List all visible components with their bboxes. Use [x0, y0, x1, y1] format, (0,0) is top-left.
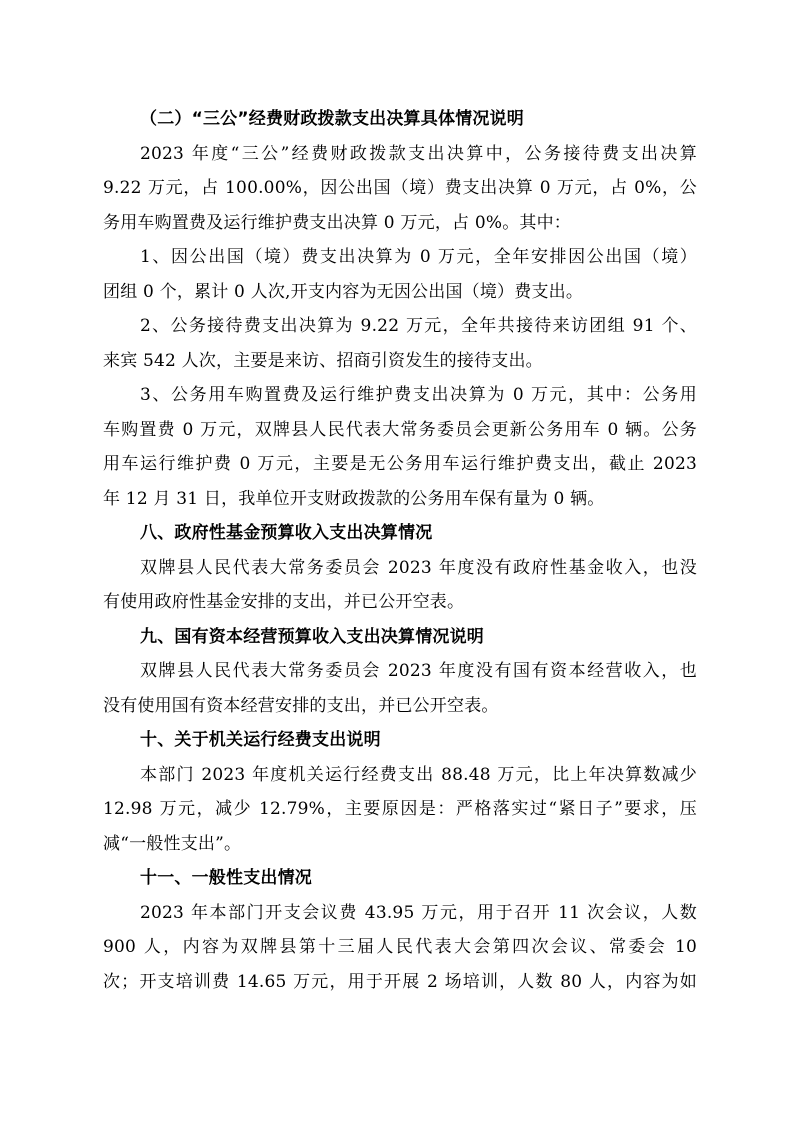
section-heading-11: 十一、一般性支出情况 — [140, 868, 312, 888]
paragraph-line: 务用车购置费及运行维护费支出决算 0 万元，占 0%。其中： — [103, 212, 571, 233]
paragraph-line: 双牌县人民代表大常务委员会 2023 年度没有国有资本经营收入，也 — [140, 661, 697, 681]
paragraph-line: 1、因公出国（境）费支出决算为 0 万元，全年安排因公出国（境） — [140, 247, 697, 267]
section-heading-9: 九、国有资本经营预算收入支出决算情况说明 — [140, 626, 484, 647]
paragraph-line: 900 人，内容为双牌县第十三届人民代表大会第四次会议、常委会 10 — [103, 937, 697, 957]
paragraph-line: 车购置费 0 万元，双牌县人民代表大常务委员会更新公务用车 0 辆。公务 — [103, 419, 697, 440]
paragraph-line: 9.22 万元，占 100.00%，因公出国（境）费支出决算 0 万元，占 0%，公 — [103, 178, 697, 198]
paragraph-line: 12.98 万元，减少 12.79%，主要原因是：严格落实过“紧日子”要求，压 — [103, 799, 697, 819]
paragraph-line: 2023 年度“三公”经费财政拨款支出决算中，公务接待费支出决算 — [140, 143, 697, 164]
section-heading-sangong: （二）“三公”经费财政拨款支出决算具体情况说明 — [140, 109, 524, 129]
paragraph-line: 来宾 542 人次，主要是来访、招商引资发生的接待支出。 — [103, 350, 543, 371]
document-page — [103, 102, 697, 999]
paragraph-line: 2023 年本部门开支会议费 43.95 万元，用于召开 11 次会议，人数 — [140, 902, 697, 923]
paragraph-line: 本部门 2023 年度机关运行经费支出 88.48 万元，比上年决算数减少 — [140, 764, 697, 785]
paragraph-line: 双牌县人民代表大常务委员会 2023 年度没有政府性基金收入，也没 — [140, 557, 697, 578]
paragraph-line: 2、公务接待费支出决算为 9.22 万元，全年共接待来访团组 91 个、 — [140, 316, 697, 336]
paragraph-line: 团组 0 个，累计 0 人次,开支内容为无因公出国（境）费支出。 — [103, 281, 584, 302]
paragraph-line: 没有使用国有资本经营安排的支出，并已公开空表。 — [103, 695, 499, 716]
section-heading-10: 十、关于机关运行经费支出说明 — [140, 730, 381, 750]
paragraph-line: 减“一般性支出”。 — [103, 833, 242, 854]
paragraph-line: 年 12 月 31 日，我单位开支财政拨款的公务用车保有量为 0 辆。 — [103, 488, 605, 509]
paragraph-line: 有使用政府性基金安排的支出，并已公开空表。 — [103, 592, 465, 612]
section-heading-8: 八、政府性基金预算收入支出决算情况 — [140, 523, 433, 543]
paragraph-line: 3、公务用车购置费及运行维护费支出决算为 0 万元，其中：公务用 — [140, 385, 697, 405]
paragraph-line: 次；开支培训费 14.65 万元，用于开展 2 场培训，人数 80 人，内容为如 — [103, 971, 697, 992]
paragraph-line: 用车运行维护费 0 万元，主要是无公务用车运行维护费支出，截止 2023 — [103, 454, 697, 474]
